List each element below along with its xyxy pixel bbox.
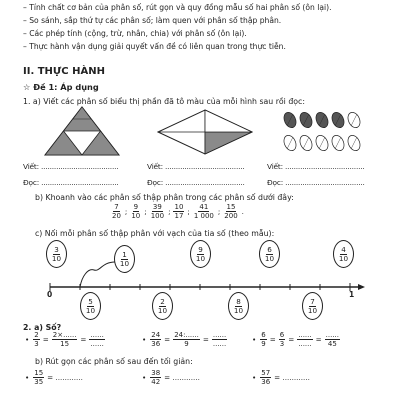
fraction-option[interactable]: $\frac{7}{20}$ <box>112 203 121 220</box>
top-fraction-oval[interactable]: $\frac{4}{10}$ <box>333 240 354 268</box>
intro-bullet-4: – Thực hành vận dụng giải quyết vấn đề có liên quan trong thực tiễn. <box>23 42 286 51</box>
bottom-fraction-oval[interactable]: $\frac{2}{10}$ <box>152 292 173 320</box>
q2a-item-2[interactable]: • $\frac{24}{36}$ = $\frac{24:......}{9}$ = $\frac{......}{......}$ <box>142 331 227 348</box>
intro-bullet-3: – Các phép tính (cộng, trừ, nhân, chia) với phân số (ôn lại). <box>23 29 247 38</box>
write-line-2[interactable]: Viết: ..................................... <box>147 162 245 171</box>
section-title: II. THỰC HÀNH <box>23 66 105 77</box>
intro-bullet-1: – Tính chất cơ bản của phân số, rút gọn và quy đồng mẫu số hai phân số (ôn lại). <box>23 3 332 12</box>
write-line-1[interactable]: Viết: .................................... <box>23 162 119 171</box>
q2a-item-3[interactable]: • $\frac{6}{9}$ = $\frac{6}{3}$ = $\frac{......}{......}$ = $\frac{......}{45}$ <box>252 331 339 348</box>
fraction-option[interactable]: $\frac{9}{10}$ <box>131 203 141 220</box>
subsection-label: Đề 1: Áp dụng <box>33 82 99 92</box>
q2b-item-1[interactable]: • $\frac{15}{35}$ = ............ <box>25 369 83 386</box>
q1b-fraction-list: $\frac{7}{20}$ ; $\frac{9}{10}$ ; $\frac{39}{100}$ ; $\frac{10}{17}$ ; $\frac{41}{1 000}$ ; $\frac{15}{200}$ . <box>112 203 244 220</box>
read-line-3[interactable]: Đọc: ..................................... <box>267 178 365 187</box>
write-line-3[interactable]: Viết: ..................................... <box>267 162 365 171</box>
bottom-fraction-oval[interactable]: $\frac{5}{10}$ <box>80 292 101 320</box>
top-fraction-oval[interactable]: $\frac{6}{10}$ <box>259 240 280 268</box>
subsection-title <box>23 82 99 92</box>
q2a-prompt: 2. a) Số? <box>23 323 62 332</box>
triangle-figure <box>44 106 120 156</box>
q1b-prompt: b) Khoanh vào các phân số thập phân trong các phân số dưới đây: <box>35 193 294 202</box>
q1c-prompt: c) Nối mỗi phân số thập phân với vạch của tia số (theo mẫu): <box>35 229 275 238</box>
top-fraction-oval-example[interactable]: $\frac{1}{10}$ <box>114 245 135 273</box>
intro-bullet-2: – So sánh, sắp thứ tự các phân số; làm quen với phân số thập phân. <box>23 16 282 25</box>
read-line-1[interactable]: Đọc: .................................... <box>23 178 119 187</box>
fraction-option[interactable]: $\frac{10}{17}$ <box>174 203 184 220</box>
fraction-option[interactable]: $\frac{39}{100}$ <box>150 203 165 220</box>
bottom-fraction-oval[interactable]: $\frac{7}{10}$ <box>302 292 323 320</box>
fraction-option[interactable]: $\frac{41}{1 000}$ <box>193 203 214 220</box>
fraction-option[interactable]: $\frac{15}{200}$ <box>224 203 238 220</box>
axis-label-zero: 0 <box>47 290 53 299</box>
top-fraction-oval[interactable]: $\frac{3}{10}$ <box>46 240 67 268</box>
q2a-item-1[interactable]: • $\frac{2}{3}$ = $\frac{2\times......}{15}$ = $\frac{......}{......}$ <box>25 331 104 348</box>
q2b-item-2[interactable]: • $\frac{38}{42}$ = ............ <box>142 369 200 386</box>
q2b-item-3[interactable]: • $\frac{57}{36}$ = ............ <box>252 369 310 386</box>
q1a-prompt: 1. a) Viết các phân số biểu thị phần đã tô màu của mỗi hình sau rồi đọc: <box>23 97 305 106</box>
leaves-figure <box>282 110 362 154</box>
star-icon: ☆ <box>23 82 31 92</box>
q2b-prompt: b) Rút gọn các phân số sau đến tối giản: <box>35 357 193 366</box>
axis-label-one: 1 <box>349 290 355 299</box>
rhombus-figure <box>157 109 253 155</box>
bottom-fraction-oval[interactable]: $\frac{8}{10}$ <box>228 292 249 320</box>
top-fraction-oval[interactable]: $\frac{9}{10}$ <box>190 240 211 268</box>
read-line-2[interactable]: Đọc: ..................................... <box>147 178 245 187</box>
